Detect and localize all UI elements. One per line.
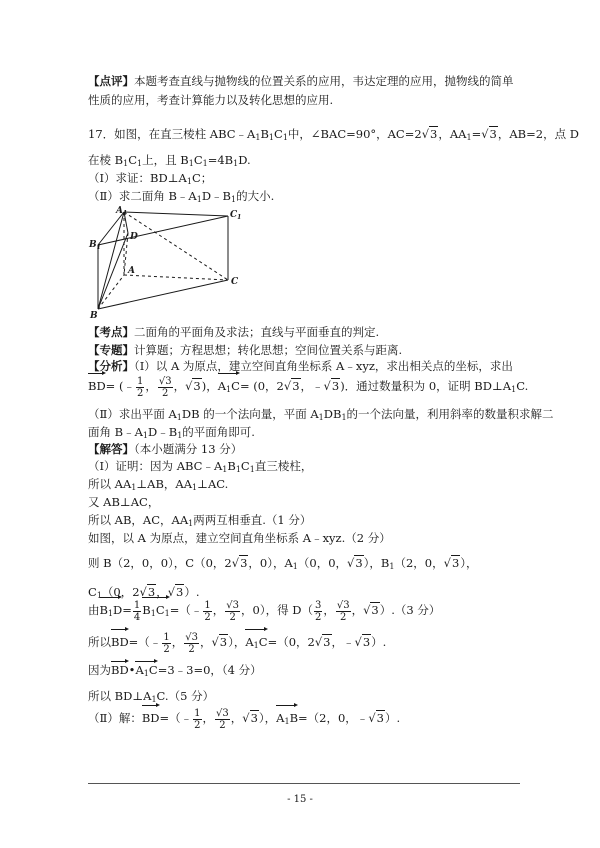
edge-a1c1: [124, 212, 228, 216]
line-a1c: [124, 212, 228, 280]
kaodian: 【考点】二面角的平面角及求法；直线与平面垂直的判定.: [88, 325, 380, 339]
jieda-l7: $C_1(0$，2√3，√3）.: [88, 585, 200, 600]
jieda-l5: 如图，以 A 为原点，建立空间直角坐标系 A﹣xyz.（2 分）: [88, 531, 391, 545]
edge-ac: [124, 275, 228, 280]
fenxi-line3: （Ⅱ）求出平面 $A_1DB$ 的一个法向量，平面 $A_1DB_1$的一个法向量，利用斜率的数量积求解二: [88, 407, 554, 422]
comment-tag: 【点评】: [88, 74, 134, 88]
edge-bc: [98, 280, 228, 309]
comment-line1: 本题考查直线与抛物线的位置关系的应用，韦达定理的应用，抛物线的简单性质的: [88, 74, 514, 107]
fenxi-line1: 【分析】（Ⅰ）以 A 为原点，建立空间直角坐标系 A﹣xyz，求出相关点的坐标，求出: [88, 359, 513, 373]
page-number: - 15 -: [287, 794, 313, 805]
jieda-l3: 又 AB⊥AC，: [88, 495, 160, 509]
jieda-l1: （Ⅰ）证明：因为 $ABC﹣A_1B_1C_1$直三棱柱，: [88, 459, 313, 474]
zhuanti: 【专题】计算题；方程思想；转化思想；空间位置关系与距离.: [88, 343, 403, 357]
jieda-l6: 则 B（2，0，0），C（0，2√3，0），$A_1(0$，0，√3），$B_1(2$，0，√3），: [88, 556, 478, 571]
jieda-l4: 所以 AB，AC，$AA_1$两两互相垂直.（1 分）: [88, 513, 312, 528]
jieda-l10: 因为$BD•A_1C=3﹣3=0$，（4 分）: [88, 663, 262, 678]
label-b: B: [90, 311, 98, 320]
label-c1: $C_1$: [230, 210, 242, 221]
fenxi-line4: 面角 $B﹣A_1D﹣B_1$的平面角即可.: [88, 425, 255, 440]
jieda-l2: 所以 $AA_1\perp AB$，$AA_1\perp AC$.: [88, 477, 229, 492]
label-a1: $A_1$: [116, 206, 128, 217]
jieda-l12: （Ⅱ）解：BD=（﹣ $\frac{1}{2}$ ， $\frac{√3}{2}$ ，√3），$A_1B=(2$，0，﹣√3）.: [88, 707, 401, 731]
prism-figure: [88, 205, 248, 320]
line-a1b: [98, 212, 124, 309]
comment-line2: 应用，考查计算能力以及转化思想的应用.: [122, 93, 334, 107]
fenxi-vectors: BD= (﹣ $\frac{1}{2}$ ， $\frac{√3}{2}$ ，√3)，$A_1C= (0$，2√3，﹣√3)．通过数量积为 0，证明 $BD\perp A_1C$.: [88, 375, 529, 399]
label-b1: $B_1$: [89, 240, 101, 251]
jieda-header: 【解答】（本小题满分 13 分）: [88, 442, 243, 456]
label-d: D: [130, 232, 138, 242]
footer-rule: [88, 783, 520, 784]
jieda-l8: 由$B_1D=$ $\frac{1}{4}$ $B_1C_1=(﹣$ $\frac{1}{2}$ ， $\frac{√3}{2}$ ，0），得 D（ $\frac{3}{2}$ ， $\frac{√3}{2}$ ，√3）.（3 分）: [88, 599, 441, 623]
problem-stem: 17．如图，在直三棱柱 $ABC﹣A_1B_1C_1$中，∠BAC=90°，AC=2√3，$AA_1=√3$，AB=2，点 D: [88, 127, 579, 142]
problem-line2: 在棱 $B_1C_1$上，且 $B_1C_1=4B_1D$.: [88, 153, 251, 168]
jieda-l11: 所以 $BD\perp A_1C.(5$ 分）: [88, 689, 215, 704]
problem-part2: （Ⅱ）求二面角 $B﹣A_1D﹣B_1$的大小.: [88, 189, 275, 204]
label-c: C: [231, 277, 239, 287]
jieda-l9: 所以BD=（﹣ $\frac{1}{2}$ ， $\frac{√3}{2}$ ，√3），$A_1C=(0$，2√3，﹣√3）.: [88, 631, 387, 655]
comment-block: [88, 72, 520, 110]
problem-part1: （Ⅰ）求证：$BD\perp A_1C$；: [88, 171, 213, 186]
label-a: A: [128, 266, 135, 276]
